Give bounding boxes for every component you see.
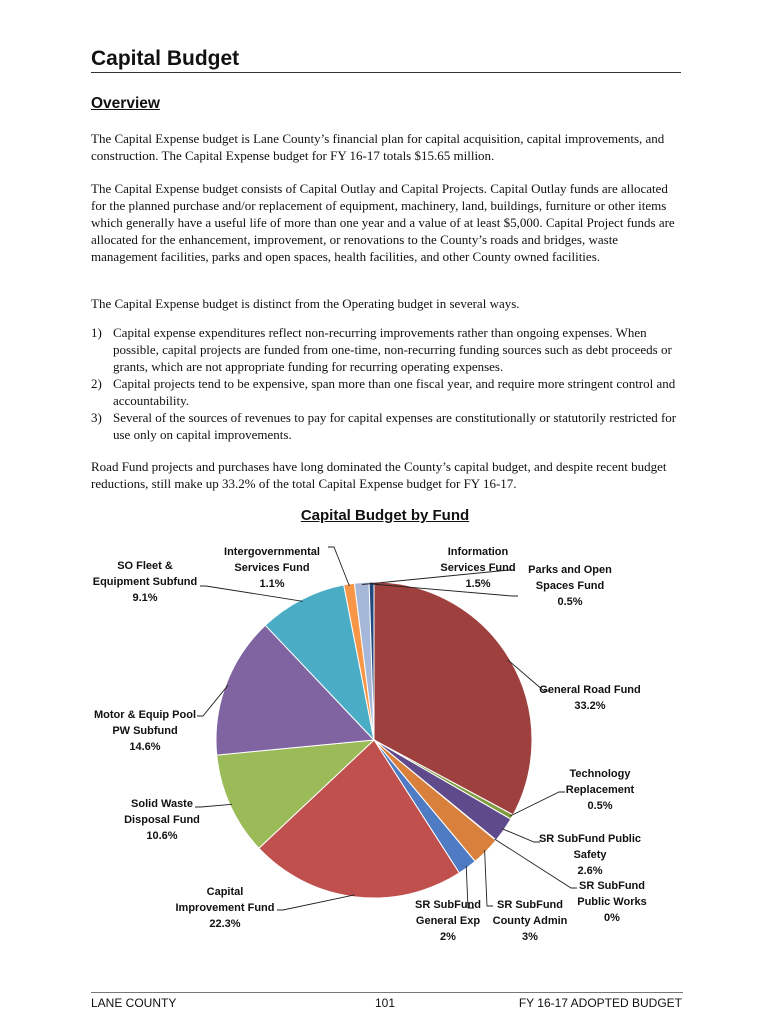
slice-label-line: Technology xyxy=(569,768,631,780)
slice-label-line: 33.2% xyxy=(574,700,606,712)
slice-label-line: Improvement Fund xyxy=(175,902,275,914)
list-item-text: Capital expense expenditures reflect non-recurring improvements rather than ongoing expenses. When possible, capital projects are funded from one-time, non-recurring funding sources such as debt proceeds or grants, which are not appropriate funding for recurring operating expenses. xyxy=(113,325,672,374)
leader-line xyxy=(277,895,355,910)
page-title: Capital Budget xyxy=(91,47,681,73)
slice-label xyxy=(415,899,481,943)
slice-label-line: 1.5% xyxy=(465,578,491,590)
footer-page-number: 101 xyxy=(374,996,396,1010)
slice-label xyxy=(566,768,635,812)
slice-label xyxy=(539,684,640,712)
footer-right: FY 16-17 ADOPTED BUDGET xyxy=(518,996,682,1010)
slice-label xyxy=(124,798,200,842)
slice-label-line: 0% xyxy=(604,912,620,924)
slice-label xyxy=(224,546,320,590)
slice-label-line: Safety xyxy=(573,849,607,861)
slice-label xyxy=(493,899,568,943)
slice-label-line: Disposal Fund xyxy=(124,814,200,826)
leader-line xyxy=(495,839,578,888)
slice-label-line: Capital xyxy=(206,886,244,898)
slice-label-line: General Exp xyxy=(415,915,481,927)
list-item-number: 1) xyxy=(91,325,102,340)
footer-left: LANE COUNTY xyxy=(91,996,177,1010)
slice-label-line: Replacement xyxy=(565,784,635,796)
slice-label-line: 10.6% xyxy=(146,830,178,842)
slice-label-line: 14.6% xyxy=(129,741,161,753)
list-item xyxy=(91,324,683,375)
slice-label-line: General Road Fund xyxy=(539,684,641,696)
pie-chart xyxy=(0,530,770,980)
slice-label xyxy=(528,564,612,608)
slice-label xyxy=(539,833,641,877)
leader-line xyxy=(502,829,540,842)
slice-label-line: County Admin xyxy=(492,915,568,927)
slice-label-line: Services Fund xyxy=(440,562,516,574)
leader-line xyxy=(195,804,232,807)
slice-label-line: Information xyxy=(447,546,509,558)
slice-label-line: Services Fund xyxy=(234,562,310,574)
slice-label-line: 0.5% xyxy=(587,800,613,812)
slice-label-line: 1.1% xyxy=(259,578,285,590)
slice-label xyxy=(577,880,646,924)
slice-label xyxy=(94,709,196,753)
slice-label-line: 22.3% xyxy=(209,918,241,930)
slice-label-line: SR SubFund xyxy=(415,899,481,911)
slice-label-line: Motor & Equip Pool xyxy=(93,709,197,721)
footer-rule xyxy=(91,992,683,993)
slice-label-line: SO Fleet & xyxy=(117,560,173,572)
paragraph-distinct: The Capital Expense budget is distinct from the Operating budget in several ways. xyxy=(91,296,520,311)
slice-label xyxy=(440,546,515,590)
chart-title: Capital Budget by Fund xyxy=(300,507,470,524)
paragraph-road-fund: Road Fund projects and purchases have long dominated the County’s capital budget, and despite recent budget reductions, still make up 33.2% of the total Capital Expense budget for FY 16-17. xyxy=(91,459,667,491)
slice-label-line: 2% xyxy=(440,931,456,943)
section-heading: Overview xyxy=(91,95,160,112)
list-item-number: 3) xyxy=(91,410,102,425)
slice-label xyxy=(93,560,197,604)
distinction-list xyxy=(91,324,683,443)
slice-label-line: Parks and Open xyxy=(528,564,612,576)
list-item-text: Several of the sources of revenues to pay for capital expenses are constitutionally or statutorily restricted for use only on capital improvements. xyxy=(113,410,677,442)
slice-label-line: Public Works xyxy=(577,896,647,908)
leader-line xyxy=(485,850,493,906)
slice-label-line: PW Subfund xyxy=(112,725,178,737)
list-item xyxy=(91,409,683,443)
slice-label-line: Spaces Fund xyxy=(535,580,605,592)
slice-label-line: 3% xyxy=(522,931,538,943)
leader-line xyxy=(328,547,349,586)
leader-line xyxy=(200,586,303,601)
slice-label-line: 0.5% xyxy=(557,596,583,608)
list-item-text: Capital projects tend to be expensive, span more than one fiscal year, and require more stringent control and accountability. xyxy=(113,376,676,408)
paragraph-outlay-projects: The Capital Expense budget consists of Capital Outlay and Capital Projects. Capital Outlay funds are allocated for the planned purchase and/or replacement of equipment, machinery, land, buildings, furniture or other items which generally have a useful life of more than one year and a value of at least $5,000. Capital Project funds are allocated for the enhancement, improvement, or renovations to the County’s roads and bridges, waste management facilities, parks and open spaces, health facilities, and other County owned facilities. xyxy=(91,181,675,264)
slice-label-line: 9.1% xyxy=(132,592,158,604)
slice-label-line: 2.6% xyxy=(577,865,603,877)
slice-label-line: SR SubFund Public xyxy=(538,833,642,845)
slice-label-line: SR SubFund xyxy=(497,899,563,911)
slice-label-line: Equipment Subfund xyxy=(92,576,198,588)
slice-label-line: Intergovernmental xyxy=(224,546,320,558)
list-item-number: 2) xyxy=(91,376,102,391)
slice-label-line: Solid Waste xyxy=(131,798,193,810)
paragraph-intro: The Capital Expense budget is Lane County’s financial plan for capital acquisition, capital improvements, and construction. The Capital Expense budget for FY 16-17 totals $15.65 million. xyxy=(91,131,665,163)
slice-label-line: SR SubFund xyxy=(579,880,645,892)
list-item xyxy=(91,375,683,409)
slice-label xyxy=(175,886,274,930)
